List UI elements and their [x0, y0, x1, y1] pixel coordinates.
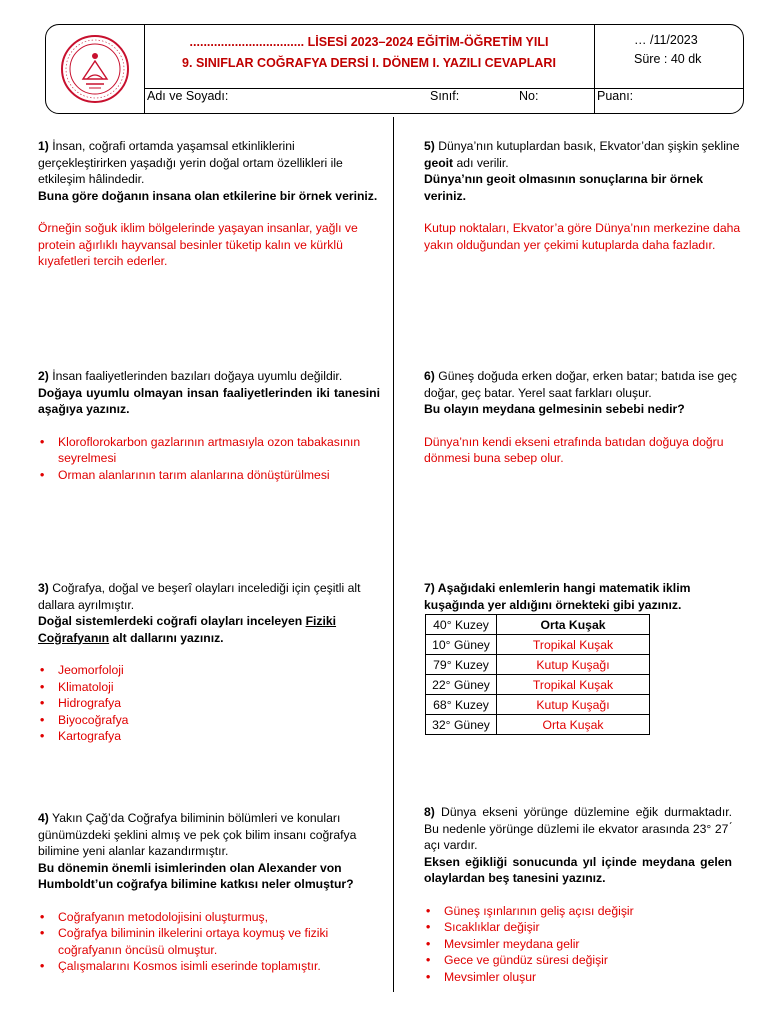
zone-cell: Tropikal Kuşak [497, 635, 650, 655]
answer-item: • Kartografya [38, 728, 380, 745]
answer-list [38, 662, 380, 745]
latitude-cell: 10° Güney [426, 635, 497, 655]
answer-text: Dünya’nın kendi ekseni etrafında batıdan doğuya doğru dönmesi buna sebep olur. [424, 434, 724, 465]
exam-header [45, 24, 744, 114]
header-title-line2: 9. SINIFLAR COĞRAFYA DERSİ I. DÖNEM I. YAZILI CEVAPLARI [182, 56, 556, 70]
header-divider [594, 25, 595, 88]
header-title-line1: ................................. LİSESİ 2023–2024 EĞİTİM-ÖĞRETİM YILI [189, 35, 549, 49]
header-divider [594, 88, 595, 113]
question-1 [38, 138, 378, 270]
answer-item: • Coğrafya biliminin ilkelerini ortaya koymuş ve fiziki coğrafyanın öncüsü olmuştur. [38, 925, 380, 958]
zone-cell: Orta Kuşak [497, 715, 650, 735]
latitude-cell: 68° Kuzey [426, 695, 497, 715]
question-prompt: Dünya’nın geoit olmasının sonuçlarına bir örnek veriniz. [424, 172, 704, 203]
question-text-start: Dünya’nın kutuplardan basık, Ekvator’dan şişkin şekline [434, 139, 740, 153]
question-prompt: Aşağıdaki enlemlerin hangi matematik iklim kuşağında yer aldığını örnekteki gibi yazınız. [424, 581, 691, 612]
number-label: No: [519, 89, 539, 103]
answer-item: • Coğrafyanın metodolojisini oluşturmuş, [38, 909, 380, 926]
climate-zone-table [425, 614, 650, 735]
answer-item: • Hidrografya [38, 695, 380, 712]
question-number: 5) [424, 139, 435, 153]
exam-duration: Süre : 40 dk [634, 52, 702, 66]
latitude-cell: 40° Kuzey [426, 615, 497, 635]
question-text: Yakın Çağ’da Coğrafya biliminin bölümleri ve konuları günümüzdeki şeklini almış ve pek çok bilim insanı coğrafya bilimine yeni alanlar kazandırmıştır. [38, 811, 357, 858]
answer-item: • Biyocoğrafya [38, 712, 380, 729]
answer-text: Kutup noktaları, Ekvator’a göre Dünya’nın merkezine daha yakın olduğundan yer çekimi kutuplarda daha fazladır. [424, 221, 741, 252]
question-number: 6) [424, 369, 435, 383]
answer-list [38, 434, 380, 484]
question-number: 3) [38, 581, 49, 595]
latitude-cell: 22° Güney [426, 675, 497, 695]
score-label: Puanı: [597, 89, 634, 103]
question-text: Güneş doğuda erken doğar, erken batar; batıda ise geç doğar, geç batar. Yerel saat farkları oluşur. [424, 369, 738, 400]
column-divider [393, 117, 394, 992]
answer-list [424, 903, 732, 986]
answer-item: • Çalışmalarını Kosmos isimli eserinde toplamıştır. [38, 958, 380, 975]
answer-item: • Mevsimler meydana gelir [424, 936, 732, 953]
question-text: İnsan faaliyetlerinden bazıları doğaya uyumlu değildir. [48, 369, 343, 383]
question-4 [38, 810, 380, 975]
zone-cell: Kutup Kuşağı [497, 695, 650, 715]
answer-item: • Mevsimler oluşur [424, 969, 732, 986]
question-text: Dünya ekseni yörünge düzlemine eğik durmaktadır. Bu nedenle yörünge düzlemi ile ekvator arasında 23° 27 ́ açı vardır. [424, 805, 732, 852]
question-text-end: adı verilir. [453, 155, 509, 170]
zone-cell: Kutup Kuşağı [497, 655, 650, 675]
exam-date: … /11/2023 [634, 33, 698, 47]
table-row [426, 655, 650, 675]
question-prompt-end: alt dallarını yazınız. [109, 630, 224, 645]
question-prompt: Bu olayın meydana gelmesinin sebebi nedir? [424, 402, 685, 416]
answer-item: • Güneş ışınlarının geliş açısı değişir [424, 903, 732, 920]
question-2 [38, 368, 380, 483]
question-6 [424, 368, 742, 467]
table-row [426, 615, 650, 635]
class-label: Sınıf: [430, 89, 460, 103]
question-3 [38, 580, 380, 745]
question-prompt-start: Doğal sistemlerdeki coğrafi olayları inceleyen [38, 614, 306, 628]
logo-cell [46, 25, 145, 113]
question-prompt: Eksen eğikliği sonucunda yıl içinde meydana gelen olaylardan beş tanesini yazınız. [424, 854, 732, 885]
latitude-cell: 32° Güney [426, 715, 497, 735]
question-number: 7) [424, 581, 435, 595]
question-prompt: Bu dönemin önemli isimlerinden olan Alexander von Humboldt’un coğrafya bilimine katkısı neler olmuştur? [38, 860, 354, 891]
zone-cell: Tropikal Kuşak [497, 675, 650, 695]
answer-item: • Klimatoloji [38, 679, 380, 696]
table-row [426, 695, 650, 715]
question-prompt: Doğaya uyumlu olmayan insan faaliyetlerinden iki tanesini aşağıya yazınız. [38, 385, 380, 416]
table-row [426, 715, 650, 735]
answer-list [38, 909, 380, 975]
answer-item: • Jeomorfoloji [38, 662, 380, 679]
question-7 [424, 580, 724, 613]
question-text: İnsan, coğrafi ortamda yaşamsal etkinliklerini gerçekleştirirken yaşadığı yerin doğal ortam özellikleri ile etkileşim hâlindedir. [38, 139, 343, 186]
question-5 [424, 138, 742, 253]
question-text-emphasis: geoit [424, 155, 454, 170]
table-row [426, 635, 650, 655]
answer-item: • Kloroflorokarbon gazlarının artmasıyla ozon tabakasının seyrelmesi [38, 434, 380, 467]
question-8 [424, 804, 732, 985]
ministry-seal-icon [46, 25, 144, 113]
question-number: 1) [38, 139, 49, 153]
question-number: 8) [424, 805, 435, 819]
question-number: 4) [38, 811, 49, 825]
name-label: Adı ve Soyadı: [147, 89, 229, 103]
question-prompt: Buna göre doğanın insana olan etkilerine bir örnek veriniz. [38, 188, 378, 203]
zone-cell: Orta Kuşak [497, 615, 650, 635]
answer-text: Örneğin soğuk iklim bölgelerinde yaşayan insanlar, yağlı ve protein ağırlıklı hayvansal besinler tüketip kalın ve kürklü kıyafetleri tercih ederler. [38, 221, 358, 268]
question-number: 2) [38, 369, 49, 383]
latitude-cell: 79° Kuzey [426, 655, 497, 675]
answer-item: • Gece ve gündüz süresi değişir [424, 952, 732, 969]
answer-item: • Orman alanlarının tarım alanlarına dönüştürülmesi [38, 467, 380, 484]
question-prompt-emphasis: Fiziki Coğrafyanın [38, 614, 337, 645]
answer-item: • Sıcaklıklar değişir [424, 919, 732, 936]
question-text: Coğrafya, doğal ve beşerî olayları incelediği için çeşitli alt dallara ayrılmıştır. [38, 581, 361, 612]
table-row [426, 675, 650, 695]
